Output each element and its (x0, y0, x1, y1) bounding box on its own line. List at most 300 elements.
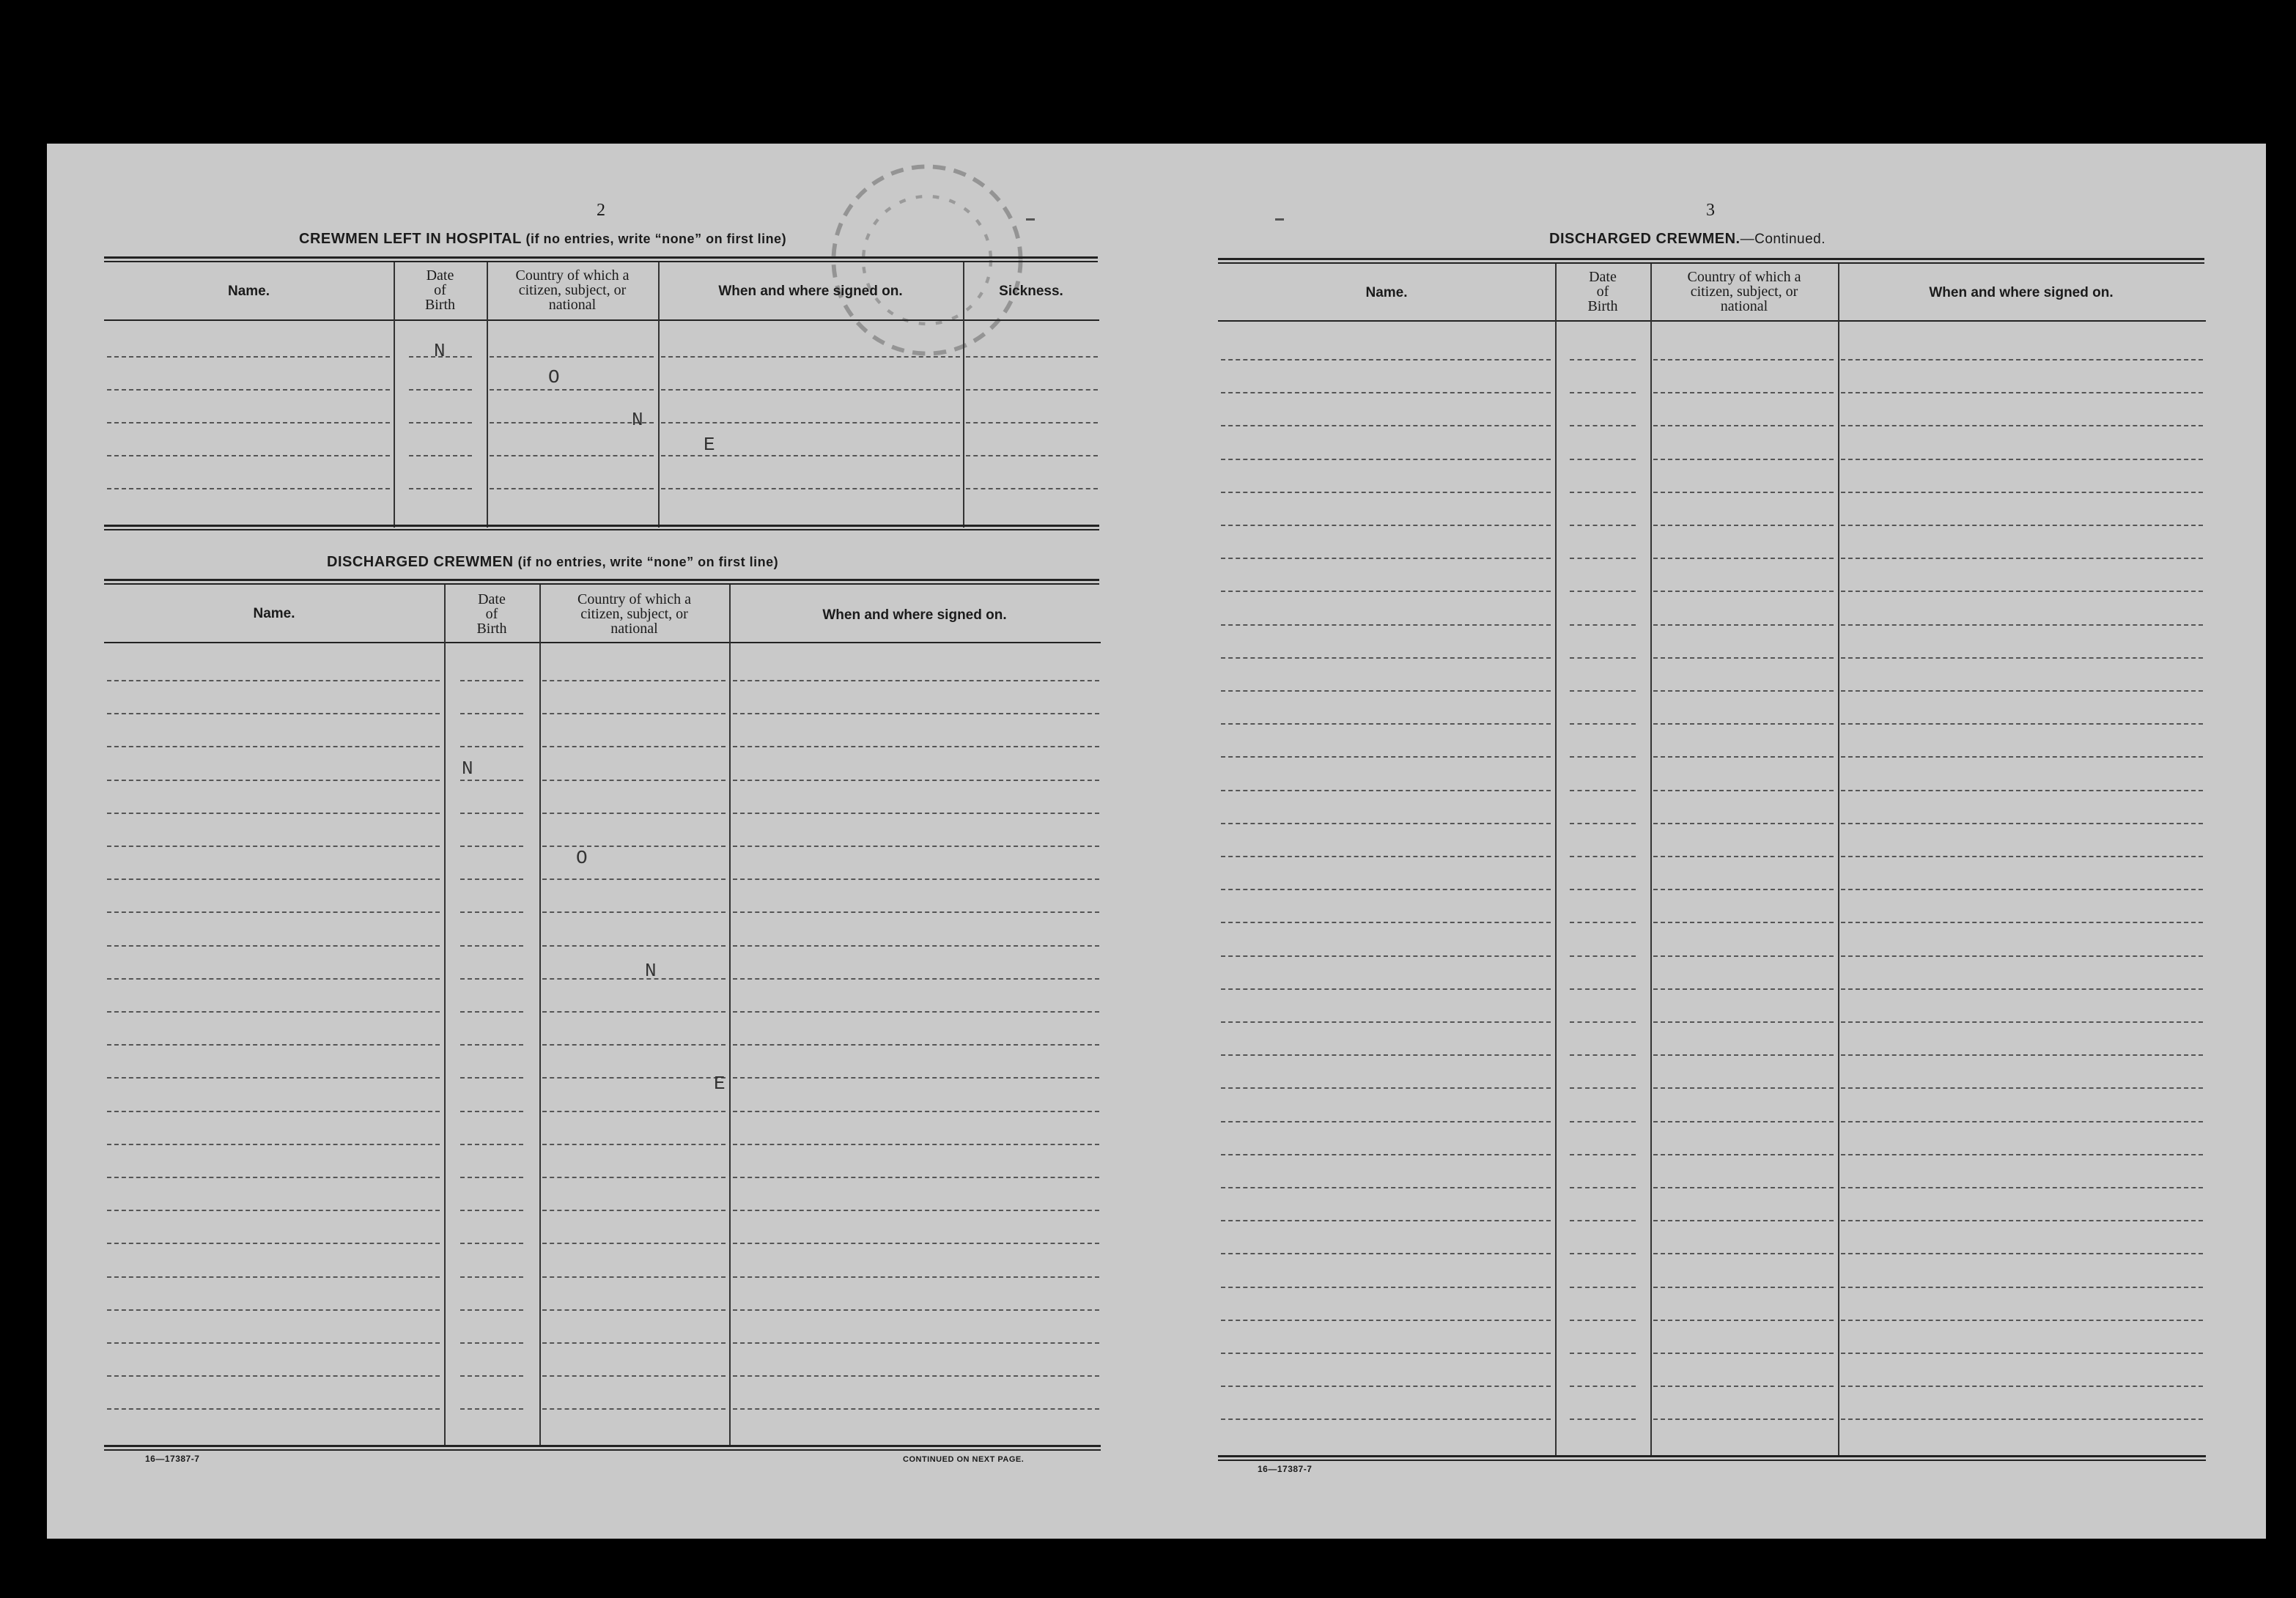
ruled-entry-line (1653, 492, 1834, 493)
ruled-entry-line (1570, 889, 1636, 890)
discharged-col-dob: Date of Birth (476, 591, 507, 637)
ruled-entry-line (1841, 558, 2203, 559)
ruled-entry-line (107, 1077, 440, 1079)
ruled-entry-line (460, 911, 523, 913)
ruled-entry-line (107, 813, 440, 814)
ruled-entry-line (542, 878, 726, 880)
discharged-top-rule (104, 579, 1099, 585)
ruled-entry-line (1653, 1287, 1834, 1288)
ruled-entry-line (1570, 756, 1636, 758)
ruled-entry-line (460, 1077, 523, 1079)
ruled-entry-line (1570, 624, 1636, 626)
ruled-entry-line (1570, 459, 1636, 460)
ruled-entry-line (460, 813, 523, 814)
ruled-entry-line (1653, 657, 1834, 659)
ruled-entry-line (1570, 1154, 1636, 1155)
ruled-entry-line (1570, 1187, 1636, 1188)
ruled-entry-line (1653, 1054, 1834, 1056)
ruled-entry-line (1841, 723, 2203, 725)
ruled-entry-line (1841, 1418, 2203, 1420)
ruled-entry-line (1841, 359, 2203, 360)
ruled-entry-line (542, 746, 726, 747)
ruled-entry-line (107, 1309, 440, 1311)
ruled-entry-line (1841, 1054, 2203, 1056)
ruled-entry-line (460, 680, 523, 681)
ruled-entry-line (1653, 591, 1834, 592)
discharged-col-divider (444, 585, 446, 1446)
ruled-entry-line (733, 1342, 1099, 1344)
ruled-entry-line (1570, 525, 1636, 526)
ruled-entry-line (460, 1210, 523, 1211)
ruled-entry-line (966, 488, 1098, 489)
ruled-entry-line (1570, 790, 1636, 791)
ruled-entry-line (490, 356, 654, 358)
right-title-suffix: —Continued. (1740, 232, 1826, 247)
left-footer-code: 16—17387-7 (145, 1454, 200, 1464)
discharged-title-text: DISCHARGED CREWMEN (327, 554, 514, 570)
ruled-entry-line (1221, 690, 1551, 692)
ruled-entry-line (1841, 1353, 2203, 1354)
ruled-entry-line (542, 846, 726, 847)
ruled-entry-line (409, 422, 472, 423)
ruled-entry-line (107, 488, 390, 489)
ruled-entry-line (1841, 1087, 2203, 1089)
ruled-entry-line (107, 1044, 440, 1046)
ruled-entry-line (409, 389, 472, 391)
ruled-entry-line (542, 911, 726, 913)
ruled-entry-line (1570, 1287, 1636, 1288)
hospital-col-divider (963, 262, 964, 528)
ruled-entry-line (733, 1011, 1099, 1013)
ruled-entry-line (1221, 823, 1551, 824)
ruled-entry-line (1653, 690, 1834, 692)
ruled-entry-line (661, 389, 960, 391)
right-col-divider (1650, 264, 1652, 1457)
discharged-bottom-rule (104, 1445, 1101, 1451)
ruled-entry-line (542, 1375, 726, 1377)
ruled-entry-line (1570, 1220, 1636, 1221)
ruled-entry-line (1570, 591, 1636, 592)
ruled-entry-line (1653, 624, 1834, 626)
ruled-entry-line (107, 978, 440, 980)
ruled-entry-line (107, 1177, 440, 1178)
hospital-header-rule (104, 319, 1099, 321)
right-col-dob: Date of Birth (1587, 269, 1618, 314)
ruled-entry-line (1570, 856, 1636, 857)
ruled-entry-line (1841, 922, 2203, 923)
ruled-entry-line (1653, 823, 1834, 824)
ruled-entry-line (966, 356, 1098, 358)
ruled-entry-line (542, 780, 726, 781)
ruled-entry-line (1221, 1021, 1551, 1023)
entry-letter: N (645, 960, 657, 982)
ruled-entry-line (1653, 1187, 1834, 1188)
ruled-entry-line (733, 1144, 1099, 1145)
ruled-entry-line (107, 911, 440, 913)
ruled-entry-line (542, 1243, 726, 1244)
ruled-entry-line (966, 455, 1098, 456)
ruled-entry-line (733, 945, 1099, 947)
ruled-entry-line (1841, 823, 2203, 824)
ruled-entry-line (1221, 558, 1551, 559)
ruled-entry-line (107, 422, 390, 423)
ruled-entry-line (1841, 1021, 2203, 1023)
ruled-entry-line (1841, 1320, 2203, 1321)
ruled-entry-line (1653, 1386, 1834, 1387)
ruled-entry-line (1570, 1054, 1636, 1056)
hospital-col-divider (658, 262, 660, 528)
ruled-entry-line (733, 878, 1099, 880)
ruled-entry-line (1841, 1121, 2203, 1122)
hospital-top-rule (104, 256, 1098, 262)
ruled-entry-line (733, 1276, 1099, 1278)
ruled-entry-line (490, 488, 654, 489)
speck (1026, 218, 1035, 221)
discharged-title-note: (if no entries, write “none” on first line) (517, 555, 779, 569)
ruled-entry-line (733, 746, 1099, 747)
ruled-entry-line (1221, 591, 1551, 592)
ruled-entry-line (460, 1011, 523, 1013)
page-number-right: 3 (1706, 201, 1715, 220)
ruled-entry-line (542, 1408, 726, 1410)
ruled-entry-line (1570, 1253, 1636, 1254)
ruled-entry-line (1221, 1287, 1551, 1288)
ruled-entry-line (460, 878, 523, 880)
ruled-entry-line (1841, 690, 2203, 692)
discharged-col-divider (539, 585, 541, 1446)
ruled-entry-line (1570, 1418, 1636, 1420)
ruled-entry-line (490, 422, 654, 423)
ruled-entry-line (1841, 459, 2203, 460)
ruled-entry-line (1653, 1320, 1834, 1321)
ruled-entry-line (1570, 1121, 1636, 1122)
ruled-entry-line (460, 846, 523, 847)
ruled-entry-line (1570, 988, 1636, 990)
ruled-entry-line (1221, 1154, 1551, 1155)
ruled-entry-line (1653, 1121, 1834, 1122)
ruled-entry-line (661, 422, 960, 423)
left-footer-continued: CONTINUED ON NEXT PAGE. (903, 1455, 1025, 1464)
ruled-entry-line (661, 356, 960, 358)
right-footer-code: 16—17387-7 (1258, 1464, 1313, 1474)
ruled-entry-line (1221, 359, 1551, 360)
ruled-entry-line (1570, 558, 1636, 559)
ruled-entry-line (460, 1342, 523, 1344)
ruled-entry-line (1841, 1154, 2203, 1155)
entry-letter: N (632, 409, 643, 431)
entry-letter: E (704, 434, 715, 456)
right-bottom-rule (1218, 1455, 2206, 1461)
ruled-entry-line (1221, 922, 1551, 923)
ruled-entry-line (107, 356, 390, 358)
ruled-entry-line (107, 1342, 440, 1344)
ruled-entry-line (661, 488, 960, 489)
ruled-entry-line (1841, 856, 2203, 857)
ruled-entry-line (1221, 988, 1551, 990)
ruled-entry-line (1570, 690, 1636, 692)
ruled-entry-line (1570, 1353, 1636, 1354)
ruled-entry-line (107, 389, 390, 391)
discharged-section-title (327, 554, 778, 571)
ruled-entry-line (1221, 889, 1551, 890)
ruled-entry-line (1841, 988, 2203, 990)
ruled-entry-line (1841, 657, 2203, 659)
ruled-entry-line (1221, 723, 1551, 725)
ruled-entry-line (107, 455, 390, 456)
right-top-rule (1218, 258, 2204, 264)
ruled-entry-line (1841, 756, 2203, 758)
discharged-col-divider (729, 585, 731, 1446)
ruled-entry-line (107, 1375, 440, 1377)
ruled-entry-line (1570, 922, 1636, 923)
ruled-entry-line (1570, 492, 1636, 493)
ruled-entry-line (1653, 856, 1834, 857)
ruled-entry-line (733, 713, 1099, 714)
ruled-entry-line (542, 978, 726, 980)
ruled-entry-line (1570, 1087, 1636, 1089)
ruled-entry-line (1653, 790, 1834, 791)
ruled-entry-line (107, 1276, 440, 1278)
ruled-entry-line (460, 1243, 523, 1244)
ruled-entry-line (1653, 1154, 1834, 1155)
ruled-entry-line (1221, 657, 1551, 659)
right-section-title (1549, 231, 1826, 248)
ruled-entry-line (733, 1077, 1099, 1079)
ruled-entry-line (460, 1408, 523, 1410)
ruled-entry-line (460, 1111, 523, 1112)
ruled-entry-line (542, 680, 726, 681)
ruled-entry-line (733, 1210, 1099, 1211)
ruled-entry-line (107, 1408, 440, 1410)
ruled-entry-line (1570, 1386, 1636, 1387)
ruled-entry-line (107, 713, 440, 714)
ruled-entry-line (1841, 1187, 2203, 1188)
discharged-col-name: Name. (253, 606, 295, 621)
ruled-entry-line (542, 713, 726, 714)
ruled-entry-line (733, 1375, 1099, 1377)
discharged-col-country: Country of which a citizen, subject, or national (577, 591, 691, 637)
ruled-entry-line (1841, 624, 2203, 626)
ruled-entry-line (733, 911, 1099, 913)
entry-letter: O (576, 847, 588, 869)
ruled-entry-line (1221, 1054, 1551, 1056)
ruled-entry-line (733, 1177, 1099, 1178)
ruled-entry-line (1653, 525, 1834, 526)
entry-letter: N (434, 340, 446, 362)
ruled-entry-line (460, 1309, 523, 1311)
ruled-entry-line (1221, 525, 1551, 526)
ruled-entry-line (1653, 922, 1834, 923)
ruled-entry-line (1221, 392, 1551, 393)
ruled-entry-line (542, 1044, 726, 1046)
ruled-entry-line (1221, 1187, 1551, 1188)
ruled-entry-line (966, 422, 1098, 423)
ruled-entry-line (107, 945, 440, 947)
ruled-entry-line (733, 680, 1099, 681)
ruled-entry-line (1570, 657, 1636, 659)
ruled-entry-line (1653, 558, 1834, 559)
ruled-entry-line (1570, 392, 1636, 393)
ruled-entry-line (733, 1044, 1099, 1046)
hospital-col-when: When and where signed on. (718, 284, 903, 299)
ruled-entry-line (1653, 1418, 1834, 1420)
right-col-name: Name. (1365, 285, 1408, 300)
right-col-divider (1555, 264, 1557, 1457)
ruled-entry-line (460, 945, 523, 947)
ruled-entry-line (1570, 359, 1636, 360)
ruled-entry-line (733, 1408, 1099, 1410)
hospital-col-sickness: Sickness. (999, 284, 1063, 299)
ruled-entry-line (107, 746, 440, 747)
ruled-entry-line (1570, 723, 1636, 725)
ruled-entry-line (1221, 955, 1551, 957)
ruled-entry-line (542, 1210, 726, 1211)
discharged-col-when: When and where signed on. (822, 607, 1007, 623)
ruled-entry-line (1570, 823, 1636, 824)
ruled-entry-line (1841, 392, 2203, 393)
ruled-entry-line (733, 1111, 1099, 1112)
ruled-entry-line (733, 1243, 1099, 1244)
ruled-entry-line (1570, 1320, 1636, 1321)
ruled-entry-line (460, 780, 523, 781)
ruled-entry-line (1221, 856, 1551, 857)
ruled-entry-line (107, 1144, 440, 1145)
ruled-entry-line (1841, 591, 2203, 592)
ruled-entry-line (1841, 525, 2203, 526)
ruled-entry-line (1653, 955, 1834, 957)
ruled-entry-line (1653, 425, 1834, 426)
ruled-entry-line (1653, 392, 1834, 393)
ruled-entry-line (1221, 1320, 1551, 1321)
ruled-entry-line (460, 1276, 523, 1278)
ruled-entry-line (1653, 723, 1834, 725)
ruled-entry-line (107, 780, 440, 781)
ruled-entry-line (1841, 790, 2203, 791)
ruled-entry-line (460, 746, 523, 747)
ruled-entry-line (1221, 624, 1551, 626)
ruled-entry-line (1841, 1220, 2203, 1221)
ruled-entry-line (1221, 756, 1551, 758)
ruled-entry-line (1653, 756, 1834, 758)
hospital-col-name: Name. (227, 284, 270, 299)
ruled-entry-line (460, 1044, 523, 1046)
ruled-entry-line (409, 455, 472, 456)
ruled-entry-line (1221, 1087, 1551, 1089)
page-number-left: 2 (597, 201, 605, 220)
hospital-title-note: (if no entries, write “none” on first line) (525, 232, 787, 246)
ruled-entry-line (733, 978, 1099, 980)
ruled-entry-line (1841, 955, 2203, 957)
ruled-entry-line (1221, 1220, 1551, 1221)
ruled-entry-line (1841, 1386, 2203, 1387)
ruled-entry-line (1653, 359, 1834, 360)
ruled-entry-line (107, 1011, 440, 1013)
speck (1275, 218, 1284, 221)
ruled-entry-line (107, 1210, 440, 1211)
ruled-entry-line (107, 1243, 440, 1244)
right-header-rule (1218, 320, 2206, 322)
ruled-entry-line (460, 713, 523, 714)
hospital-bottom-rule (104, 525, 1099, 530)
ruled-entry-line (460, 1144, 523, 1145)
document-sheet (47, 144, 2266, 1539)
ruled-entry-line (1221, 425, 1551, 426)
ruled-entry-line (733, 846, 1099, 847)
ruled-entry-line (1841, 492, 2203, 493)
ruled-entry-line (1653, 988, 1834, 990)
ruled-entry-line (1653, 1220, 1834, 1221)
ruled-entry-line (733, 780, 1099, 781)
ruled-entry-line (966, 389, 1098, 391)
right-col-when: When and where signed on. (1929, 285, 2114, 300)
entry-letter: E (714, 1073, 726, 1095)
ruled-entry-line (1221, 1121, 1551, 1122)
ruled-entry-line (542, 1309, 726, 1311)
right-title-text: DISCHARGED CREWMEN. (1549, 231, 1741, 247)
ruled-entry-line (107, 878, 440, 880)
hospital-col-dob: Date of Birth (424, 267, 456, 313)
ruled-entry-line (542, 1011, 726, 1013)
ruled-entry-line (1653, 1087, 1834, 1089)
ruled-entry-line (1221, 492, 1551, 493)
ruled-entry-line (542, 813, 726, 814)
ruled-entry-line (542, 1276, 726, 1278)
ruled-entry-line (542, 1077, 726, 1079)
entry-letter: N (462, 758, 473, 780)
ruled-entry-line (1653, 459, 1834, 460)
ruled-entry-line (1841, 889, 2203, 890)
hospital-col-country: Country of which a citizen, subject, or national (515, 267, 630, 313)
ruled-entry-line (1653, 1353, 1834, 1354)
ruled-entry-line (460, 978, 523, 980)
discharged-header-rule (104, 642, 1101, 643)
ruled-entry-line (1221, 1386, 1551, 1387)
ruled-entry-line (1653, 1021, 1834, 1023)
ruled-entry-line (1653, 1253, 1834, 1254)
ruled-entry-line (107, 846, 440, 847)
ruled-entry-line (1841, 425, 2203, 426)
ruled-entry-line (1221, 459, 1551, 460)
ruled-entry-line (460, 1177, 523, 1178)
ruled-entry-line (1841, 1253, 2203, 1254)
right-col-divider (1838, 264, 1839, 1457)
ruled-entry-line (542, 1177, 726, 1178)
ruled-entry-line (1221, 790, 1551, 791)
ruled-entry-line (1570, 1021, 1636, 1023)
ruled-entry-line (1221, 1353, 1551, 1354)
ruled-entry-line (1570, 955, 1636, 957)
ruled-entry-line (460, 1375, 523, 1377)
right-col-country: Country of which a citizen, subject, or national (1687, 269, 1801, 314)
ruled-entry-line (1221, 1253, 1551, 1254)
ruled-entry-line (733, 1309, 1099, 1311)
hospital-section-title (299, 231, 786, 248)
ruled-entry-line (542, 1342, 726, 1344)
ruled-entry-line (542, 1144, 726, 1145)
ruled-entry-line (1570, 425, 1636, 426)
ruled-entry-line (490, 389, 654, 391)
ruled-entry-line (542, 1111, 726, 1112)
ruled-entry-line (733, 813, 1099, 814)
ruled-entry-line (409, 488, 472, 489)
ruled-entry-line (107, 1111, 440, 1112)
ruled-entry-line (542, 945, 726, 947)
ruled-entry-line (107, 680, 440, 681)
ruled-entry-line (1653, 889, 1834, 890)
ruled-entry-line (1221, 1418, 1551, 1420)
ruled-entry-line (490, 455, 654, 456)
ruled-entry-line (1841, 1287, 2203, 1288)
